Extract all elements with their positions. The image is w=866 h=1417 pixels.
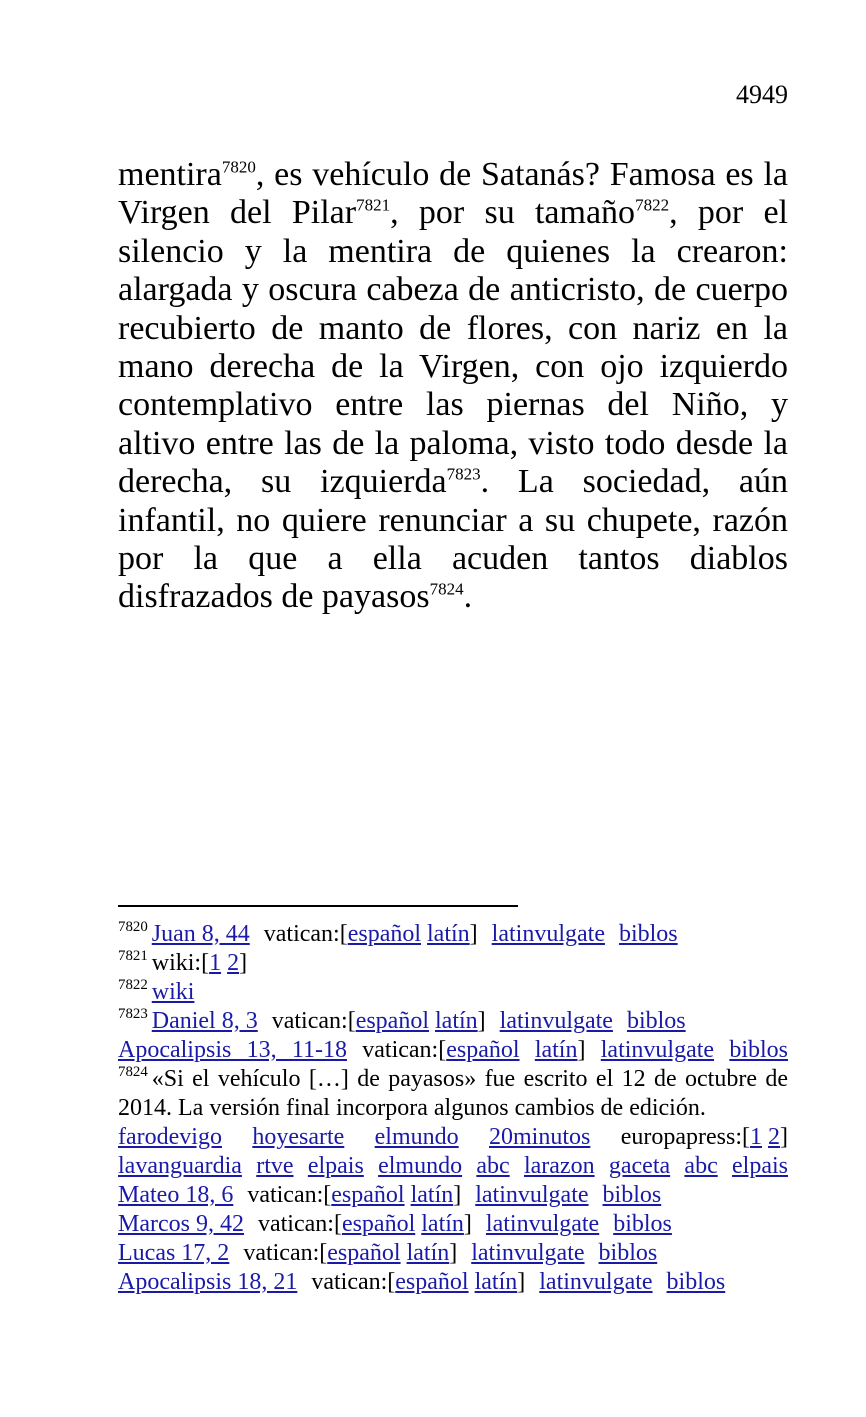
bible-ref-link[interactable]: Apocalipsis 13, 11-18: [118, 1037, 347, 1063]
bible-ref-line-mateo: [118, 1181, 788, 1210]
latin-link[interactable]: latín: [406, 1240, 450, 1266]
footnote-7820: [118, 920, 788, 949]
latinvulgate-link[interactable]: latinvulgate: [475, 1182, 589, 1208]
press-link-gaceta[interactable]: gaceta: [608, 1153, 671, 1179]
vatican-label: vatican:[: [362, 1037, 447, 1063]
vatican-label: vatican:[: [263, 921, 348, 947]
footnote-text: «Si el vehículo […] de payasos» fue escrito el 12 de octubre de 2014. La versión final incorpora algunos cambios de edición.: [118, 1066, 788, 1121]
latinvulgate-link[interactable]: latinvulgate: [600, 1037, 715, 1063]
bracket-close: ]: [577, 1037, 586, 1063]
bible-ref-link[interactable]: Marcos 9, 42: [118, 1211, 244, 1237]
footnote-7823-line2: [118, 1036, 788, 1065]
latinvulgate-link[interactable]: latinvulgate: [485, 1211, 600, 1237]
latin-link[interactable]: latín: [435, 1008, 478, 1034]
biblos-link[interactable]: biblos: [602, 1182, 662, 1208]
bracket-close: ]: [517, 1269, 526, 1295]
footnote-marker: 7824: [429, 579, 464, 599]
footnote-7822: [118, 978, 788, 1007]
press-links-line-1: [118, 1123, 788, 1152]
footnote-marker: 7821: [356, 195, 391, 215]
bracket-close: ]: [469, 921, 478, 947]
espanol-link[interactable]: español: [331, 1182, 405, 1208]
europapress-group: [621, 1124, 788, 1150]
bracket-close: ]: [239, 950, 248, 976]
latin-link[interactable]: latín: [474, 1269, 518, 1295]
bible-ref-link[interactable]: Apocalipsis 18, 21: [118, 1269, 298, 1295]
bible-ref-link[interactable]: Daniel 8, 3: [151, 1008, 258, 1034]
espanol-link[interactable]: español: [341, 1211, 416, 1237]
footnote-number: 7824: [118, 1064, 148, 1081]
vatican-label: vatican:[: [311, 1269, 396, 1295]
bible-ref-line-marcos: [118, 1210, 788, 1239]
press-link-larazon[interactable]: larazon: [523, 1153, 595, 1179]
press-link-elpais[interactable]: elpais: [307, 1153, 364, 1179]
footnote-number: 7820: [118, 919, 148, 936]
footnote-number: 7823: [118, 1006, 148, 1023]
page-number: 4949: [736, 80, 788, 109]
wiki-link[interactable]: wiki: [151, 979, 195, 1005]
main-text-segment: mentira: [118, 156, 222, 193]
bracket-close: ]: [477, 1008, 486, 1034]
vatican-label: vatican:[: [257, 1211, 342, 1237]
wiki-link-2[interactable]: 2: [227, 950, 240, 976]
press-link-elpais[interactable]: elpais: [732, 1153, 788, 1179]
espanol-link[interactable]: español: [446, 1037, 520, 1063]
footnote-marker: 7823: [446, 464, 481, 484]
footnote-7823: [118, 1007, 788, 1036]
latin-link[interactable]: latín: [534, 1037, 578, 1063]
biblos-link[interactable]: biblos: [729, 1037, 789, 1063]
main-text-segment: . La sociedad, aún infantil, no quiere renunciar a su chupete, razón por la que a ella acuden tantos diablos disfrazados de payasos: [118, 463, 789, 616]
press-link-lavanguardia[interactable]: lavanguardia: [118, 1153, 242, 1179]
latin-link[interactable]: latín: [410, 1182, 454, 1208]
biblos-link[interactable]: biblos: [618, 921, 678, 947]
bible-ref-link[interactable]: Lucas 17, 2: [118, 1240, 230, 1266]
latinvulgate-link[interactable]: latinvulgate: [499, 1008, 613, 1034]
biblos-link[interactable]: biblos: [613, 1211, 672, 1237]
latin-link[interactable]: latín: [427, 921, 470, 947]
footnote-7824: [118, 1065, 788, 1123]
footnote-number: 7821: [118, 948, 148, 965]
press-link-abc[interactable]: abc: [684, 1153, 718, 1179]
biblos-link[interactable]: biblos: [666, 1269, 726, 1295]
bracket-close: ]: [463, 1211, 472, 1237]
footnote-marker: 7822: [635, 195, 670, 215]
espanol-link[interactable]: español: [355, 1008, 429, 1034]
press-link-hoyesarte[interactable]: hoyesarte: [252, 1124, 345, 1150]
biblos-link[interactable]: biblos: [626, 1008, 686, 1034]
bracket-close: ]: [453, 1182, 462, 1208]
europapress-link-1[interactable]: 1: [750, 1124, 762, 1150]
vatican-label: vatican:[: [247, 1182, 332, 1208]
latin-link[interactable]: latín: [421, 1211, 464, 1237]
press-link-20minutos[interactable]: 20minutos: [489, 1124, 591, 1150]
wiki-label: wiki:[: [151, 950, 210, 976]
vatican-label: vatican:[: [271, 1008, 356, 1034]
main-text-segment: , es vehículo de Satanás? Famosa es la Virgen del Pilar: [118, 156, 788, 232]
europapress-link-2[interactable]: 2: [768, 1124, 780, 1150]
bracket-close: ]: [780, 1124, 788, 1150]
espanol-link[interactable]: español: [347, 921, 422, 947]
espanol-link[interactable]: español: [395, 1269, 469, 1295]
latinvulgate-link[interactable]: latinvulgate: [471, 1240, 585, 1266]
bracket-close: ]: [449, 1240, 458, 1266]
footnote-separator: [118, 905, 518, 907]
footnote-number: 7822: [118, 977, 148, 994]
bible-ref-link[interactable]: Mateo 18, 6: [118, 1182, 234, 1208]
footnote-marker: 7820: [221, 157, 256, 177]
footnotes-section: [118, 920, 788, 1297]
espanol-link[interactable]: español: [327, 1240, 401, 1266]
press-link-abc[interactable]: abc: [476, 1153, 510, 1179]
press-link-rtve[interactable]: rtve: [256, 1153, 294, 1179]
main-text-segment: , por el silencio y la mentira de quienes la crearon: alargada y oscura cabeza de anticristo, de cuerpo recubierto de manto de flores, con nariz en la mano derecha de la Virgen, con ojo izquierdo contemplativo entre las piernas del Niño, y altivo entre las de la paloma, visto todo desde la derecha, su izquierda: [118, 194, 788, 501]
press-link-farodevigo[interactable]: farodevigo: [118, 1124, 222, 1150]
vatican-label: vatican:[: [243, 1240, 328, 1266]
press-link-elmundo[interactable]: elmundo: [378, 1153, 463, 1179]
europapress-label: europapress:[: [620, 1124, 750, 1150]
bible-ref-line-lucas: [118, 1239, 788, 1268]
footnote-7821: [118, 949, 788, 978]
latinvulgate-link[interactable]: latinvulgate: [491, 921, 605, 947]
main-text-segment: , por su tamaño: [390, 194, 636, 232]
wiki-link-1[interactable]: 1: [209, 950, 222, 976]
press-link-elmundo[interactable]: elmundo: [374, 1124, 459, 1150]
press-links-line-2: [118, 1152, 788, 1181]
main-paragraph: [118, 156, 788, 617]
biblos-link[interactable]: biblos: [598, 1240, 658, 1266]
bible-ref-link[interactable]: Juan 8, 44: [151, 921, 250, 947]
latinvulgate-link[interactable]: latinvulgate: [539, 1269, 653, 1295]
main-text-segment: .: [463, 578, 473, 616]
bible-ref-line-apocalipsis: [118, 1268, 788, 1297]
